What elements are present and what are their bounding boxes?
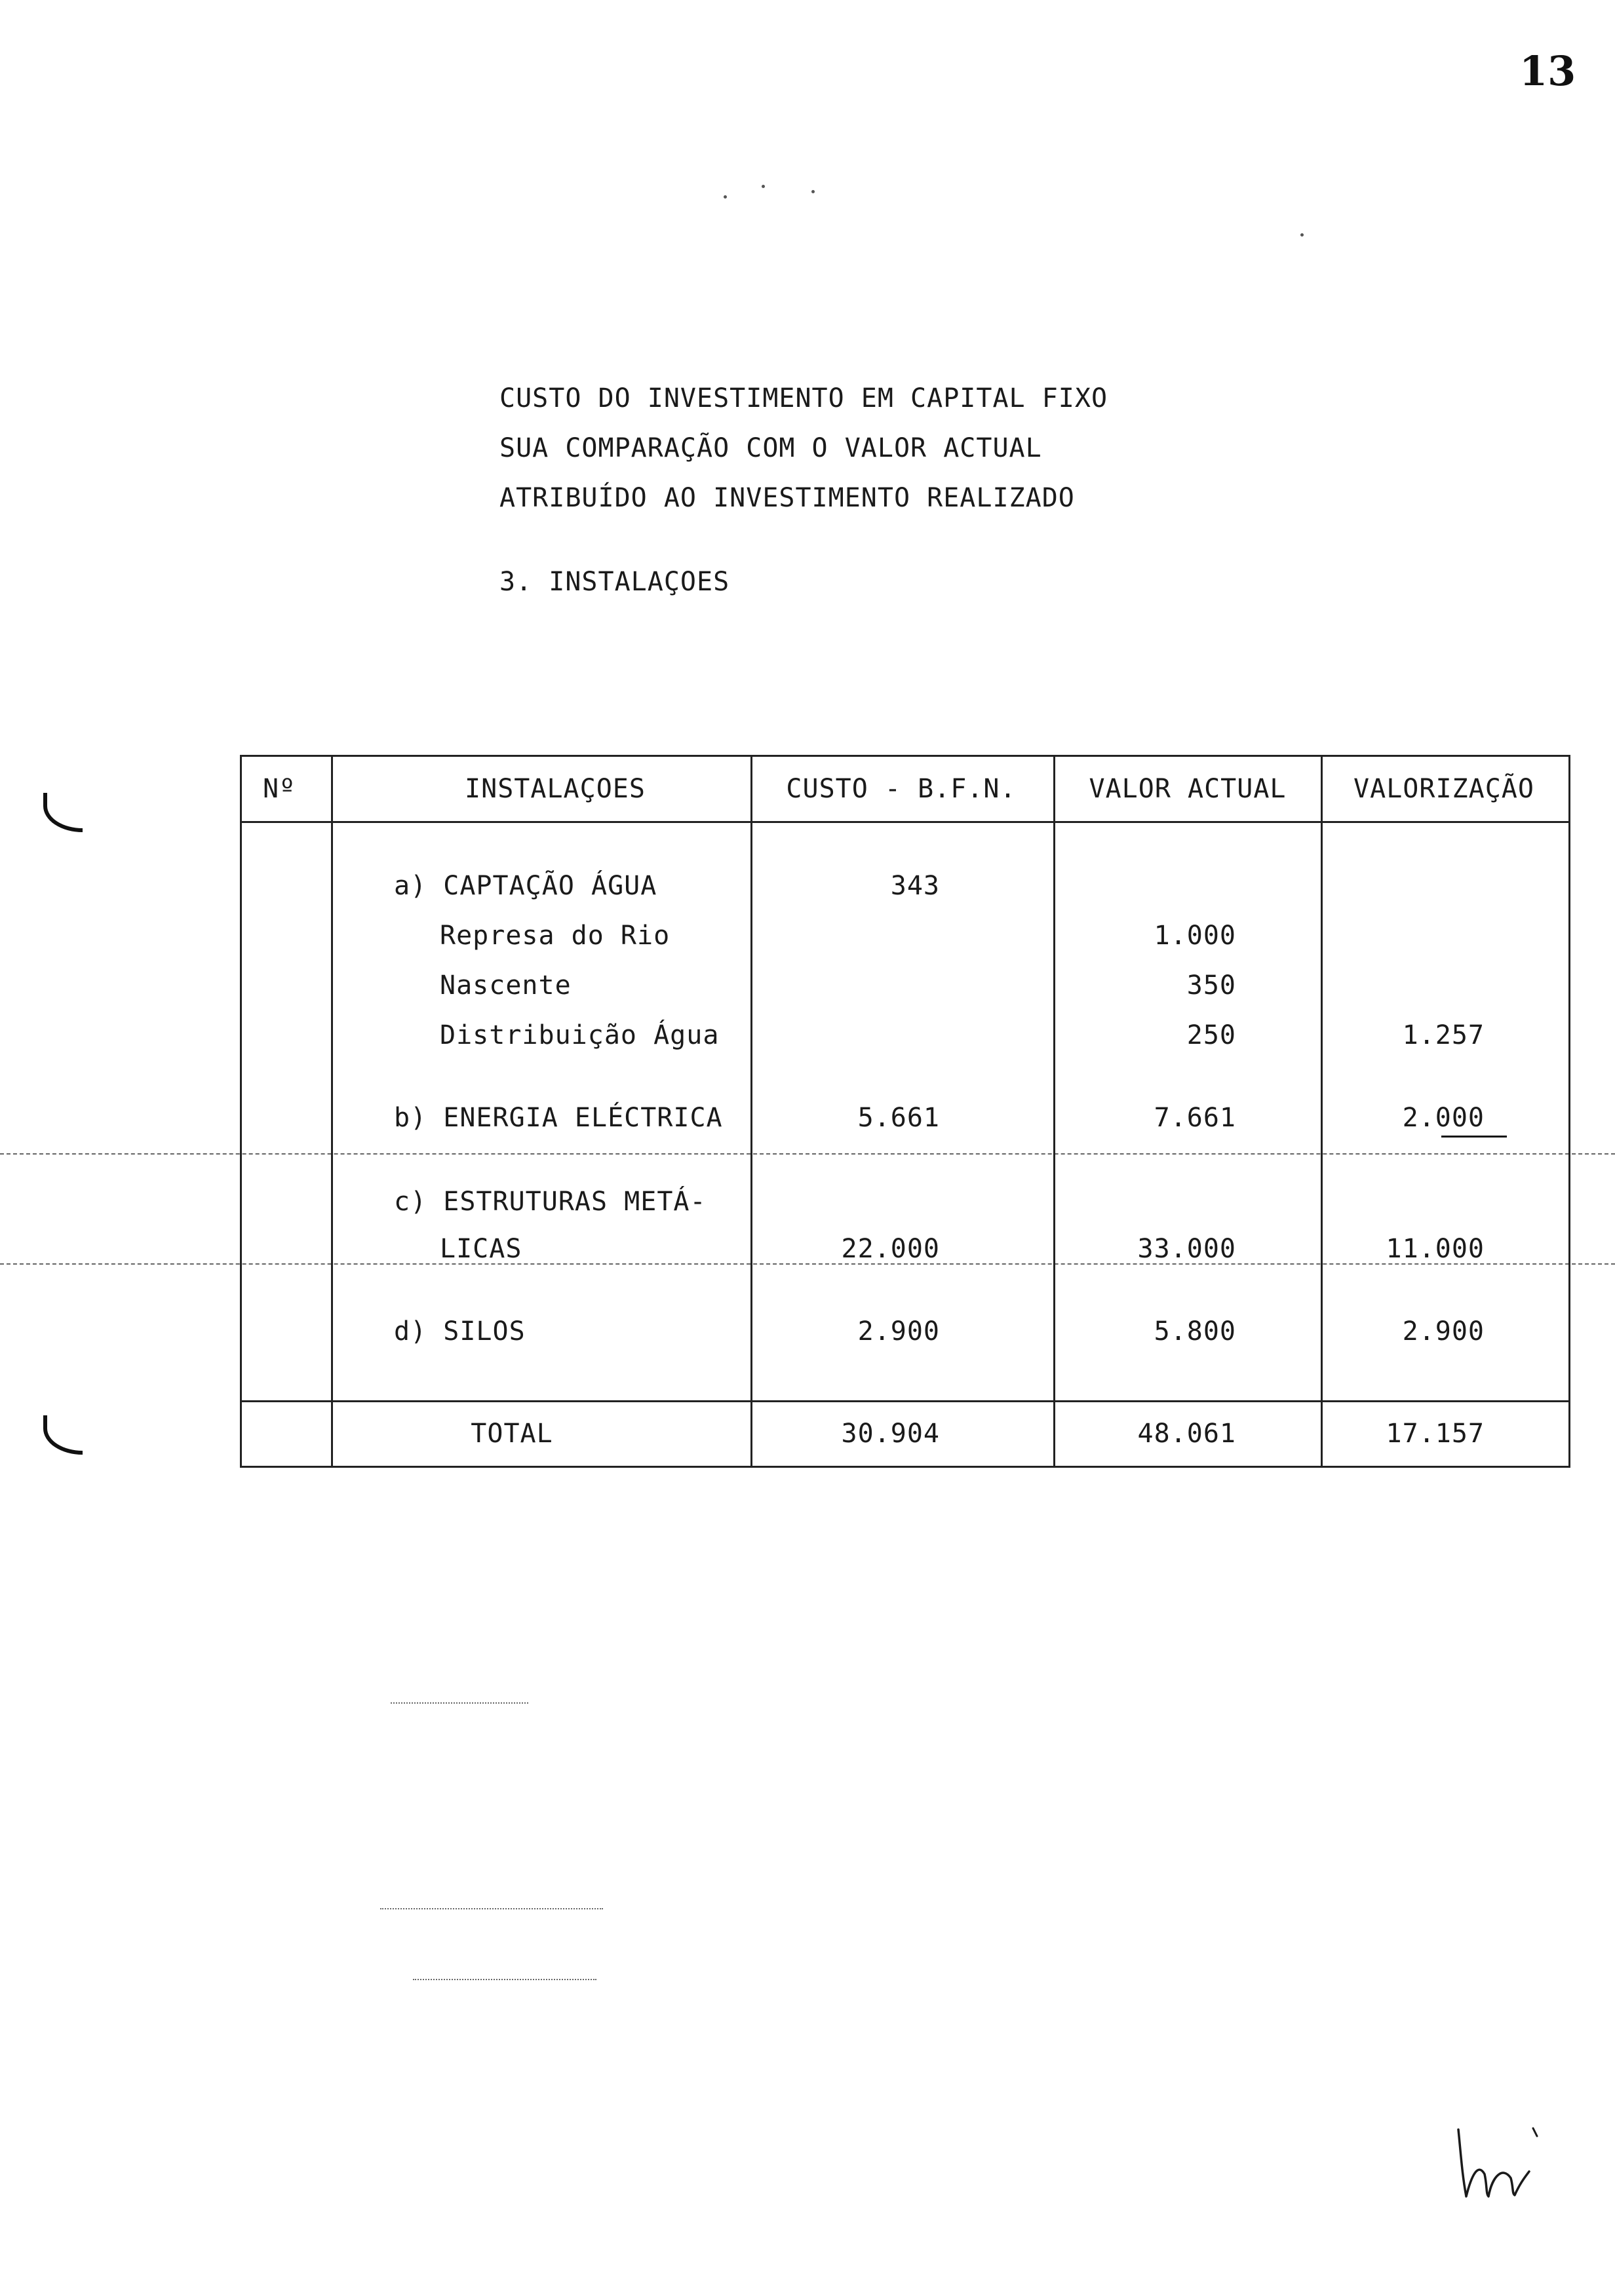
scan-artifact <box>391 1702 528 1704</box>
row-nascente-valor: 350 <box>1186 970 1236 1001</box>
row-silos-valor: 5.800 <box>1154 1316 1236 1347</box>
header-instalacoes: INSTALAÇOES <box>465 774 646 804</box>
handwritten-initials <box>1452 2123 1544 2202</box>
section-title: 3. INSTALAÇOES <box>499 567 730 597</box>
scan-speck <box>811 190 815 193</box>
row-distribuicao-valor: 250 <box>1186 1020 1236 1050</box>
row-captacao-label: a) CAPTAÇÃO ÁGUA <box>394 871 657 901</box>
scan-artifact <box>380 1908 603 1909</box>
heading-line-3: ATRIBUÍDO AO INVESTIMENTO REALIZADO <box>499 483 1075 513</box>
header-valor-actual: VALOR ACTUAL <box>1089 774 1287 804</box>
document-heading <box>499 373 1108 523</box>
row-estruturas-label-1: c) ESTRUTURAS METÁ- <box>394 1187 707 1217</box>
row-nascente-label: Nascente <box>440 970 572 1001</box>
header-num: Nº <box>263 774 296 804</box>
total-custo: 30.904 <box>841 1419 940 1449</box>
total-valorizacao: 17.157 <box>1386 1419 1485 1449</box>
row-estruturas-label-2: LICAS <box>440 1234 522 1264</box>
column-divider <box>1321 757 1323 1466</box>
row-estruturas-custo: 22.000 <box>841 1234 940 1264</box>
column-divider <box>750 757 752 1466</box>
header-valorizacao: VALORIZAÇÃO <box>1353 774 1534 804</box>
scan-speck <box>762 185 765 188</box>
row-represa-label: Represa do Rio <box>440 921 671 951</box>
column-divider <box>331 757 333 1466</box>
row-silos-valorizacao: 2.900 <box>1402 1316 1485 1347</box>
scan-speck <box>1300 233 1304 237</box>
scan-artifact <box>413 1979 596 1980</box>
page-number: 13 <box>1519 47 1576 95</box>
total-valor-actual: 48.061 <box>1137 1419 1236 1449</box>
row-estruturas-valorizacao: 11.000 <box>1386 1234 1485 1264</box>
header-divider <box>242 821 1568 823</box>
scan-speck <box>724 195 727 199</box>
binder-hole-mark <box>43 1415 83 1455</box>
row-estruturas-valor: 33.000 <box>1137 1234 1236 1264</box>
total-label: TOTAL <box>471 1419 553 1449</box>
row-distribuicao-valorizacao: 1.257 <box>1402 1020 1485 1050</box>
handwritten-underline <box>1441 1136 1507 1138</box>
binder-hole-mark <box>43 793 83 832</box>
row-energia-custo: 5.661 <box>857 1103 940 1133</box>
header-custo: CUSTO - B.F.N. <box>786 774 1017 804</box>
heading-line-1: CUSTO DO INVESTIMENTO EM CAPITAL FIXO <box>499 383 1108 413</box>
row-silos-label: d) SILOS <box>394 1316 526 1347</box>
row-energia-valorizacao: 2.000 <box>1402 1103 1485 1133</box>
row-energia-valor: 7.661 <box>1154 1103 1236 1133</box>
investment-table <box>240 755 1570 1468</box>
heading-line-2: SUA COMPARAÇÃO COM O VALOR ACTUAL <box>499 433 1042 463</box>
row-represa-valor: 1.000 <box>1154 921 1236 951</box>
row-captacao-custo: 343 <box>890 871 940 901</box>
row-silos-custo: 2.900 <box>857 1316 940 1347</box>
row-energia-label: b) ENERGIA ELÉCTRICA <box>394 1103 723 1133</box>
column-divider <box>1053 757 1055 1466</box>
total-divider <box>242 1400 1568 1402</box>
row-distribuicao-label: Distribuição Água <box>440 1020 720 1050</box>
